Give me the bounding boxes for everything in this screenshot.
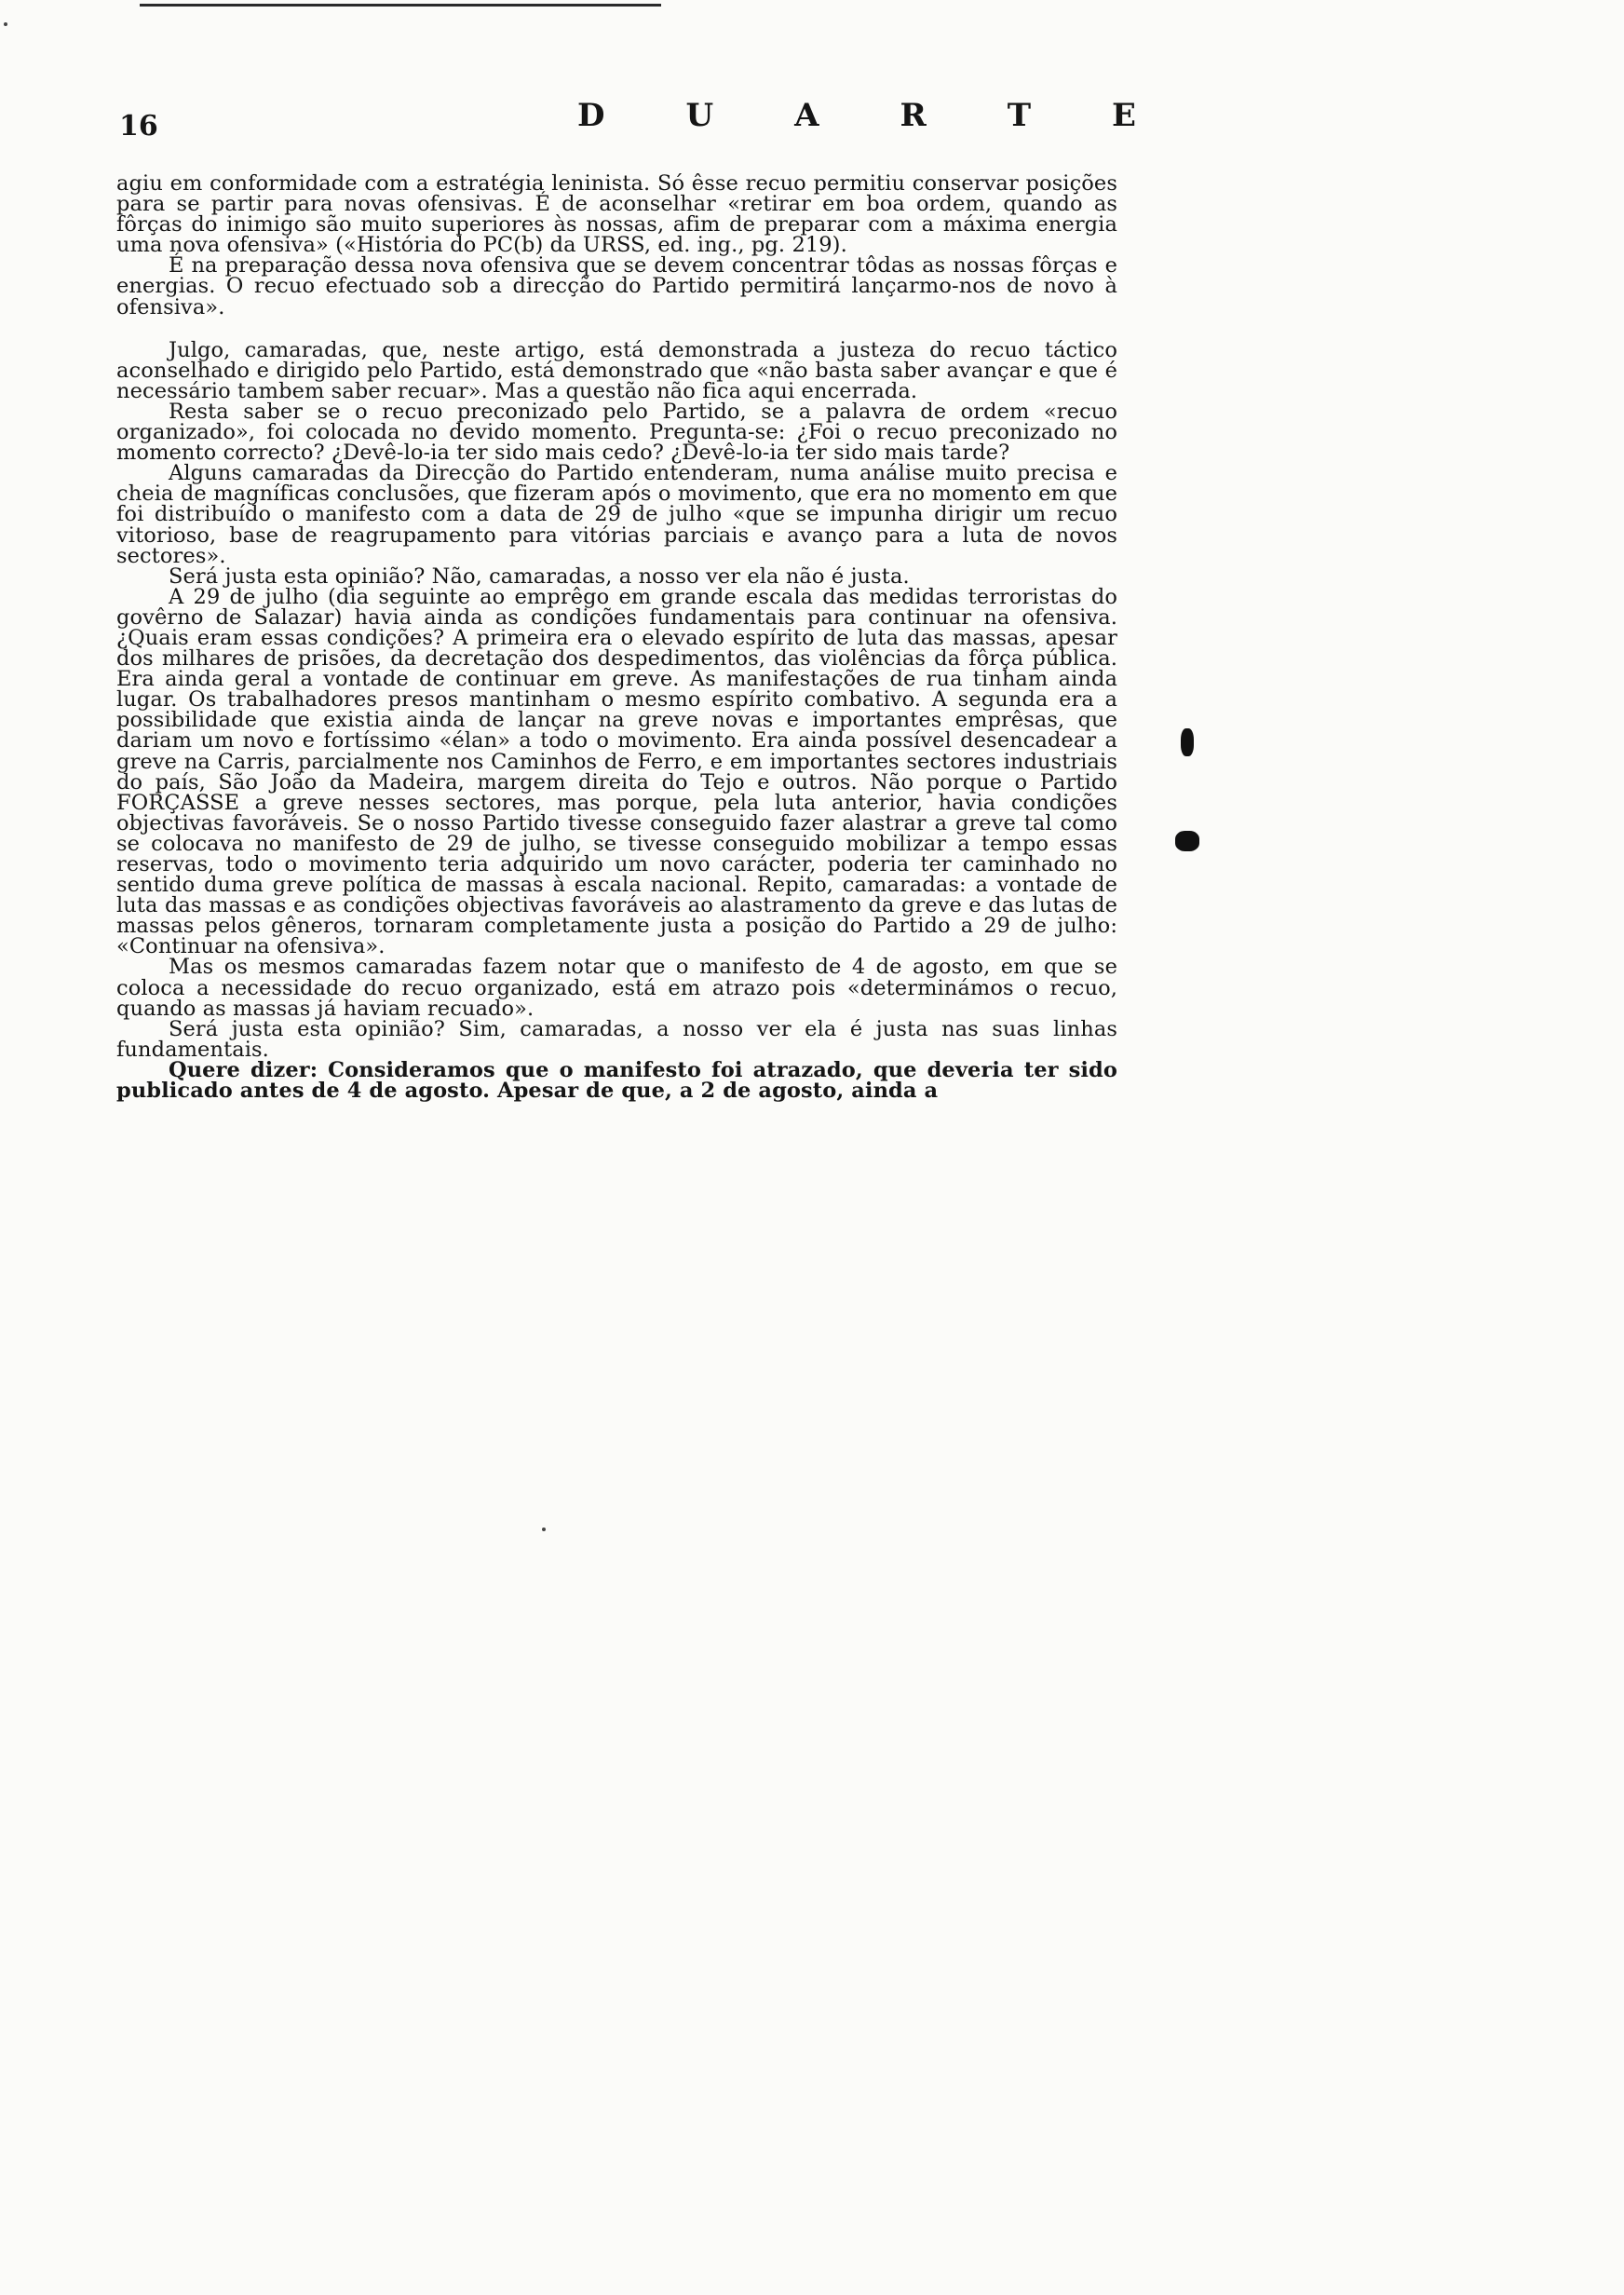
- running-title-letter: R: [900, 97, 927, 134]
- running-title-letter: A: [794, 97, 819, 134]
- running-title: [577, 97, 1136, 134]
- paragraph: Alguns camaradas da Direcção do Partido entenderam, numa análise muito precisa e cheia de magníficas conclusões, que fizeram após o movimento, que era no momento em que foi distribuído o manifesto com a data de 29 de julho «que se impunha dirigir um recuo vitorioso, base de reagrupamento para vitórias parciais e avanço para a luta de novos sectores».: [116, 461, 1117, 568]
- paragraph: agiu em conformidade com a estratégia leninista. Só êsse recuo permitiu conservar posições para se partir para novas ofensivas. É de aconselhar «retirar em boa ordem, quando as fôrças do inimigo são muito superiores às nossas, afim de preparar com a máxima energia uma nova ofensiva» («História do PC(b) da URSS, ed. ing., pg. 219).: [116, 171, 1117, 258]
- running-title-letter: E: [1112, 97, 1136, 134]
- page-number: 16: [119, 110, 158, 143]
- ink-blot: [1175, 831, 1199, 851]
- paragraph: Mas os mesmos camaradas fazem notar que o manifesto de 4 de agosto, em que se coloca a necessidade do recuo organizado, está em atrazo pois «determinámos o recuo, quando as massas já haviam recuado».: [116, 955, 1117, 1021]
- paragraph: Julgo, camaradas, que, neste artigo, está demonstrada a justeza do recuo táctico aconselhado e dirigido pelo Partido, está demonstrado que «não basta saber avançar e que é necessário tambem saber recuar». Mas a questão não fica aqui encerrada.: [116, 337, 1117, 403]
- top-rule: [140, 4, 661, 7]
- ink-speck: [542, 1528, 546, 1531]
- running-title-letter: U: [685, 97, 714, 134]
- ink-speck: [4, 22, 7, 26]
- paragraph: É na preparação dessa nova ofensiva que se devem concentrar tôdas as nossas fôrças e energias. O recuo efectuado sob a direcção do Partido permitirá lançarmo-nos de novo à ofensiva».: [116, 253, 1117, 319]
- paragraph: Será justa esta opinião? Sim, camaradas, a nosso ver ela é justa nas suas linhas fundamentais.: [116, 1016, 1117, 1062]
- paragraph: A 29 de julho (dia seguinte ao emprêgo em grande escala das medidas terroristas do govêrno de Salazar) havia ainda as condições fundamentais para continuar na ofensiva. ¿Quais eram essas condições? A primeira era o elevado espírito de luta das massas, apesar dos milhares de prisões, da decretação dos despedimentos, das violências da fôrça pública. Era ainda geral a vontade de continuar em greve. As manifestações de rua tinham ainda lugar. Os trabalhadores presos mantinham o mesmo espírito combativo. A segunda era a possibilidade que existia ainda de lançar na greve novas e importantes emprêsas, que dariam um novo e fortíssimo «élan» a todo o movimento. Era ainda possível desencadear a greve na Carris, parcialmente nos Caminhos de Ferro, e em importantes sectores industriais do país, São João da Madeira, margem direita do Tejo e outros. Não porque o Partido FORÇASSE a greve nesses sectores, mas porque, pela luta anterior, havia condições objectivas favoráveis. Se o nosso Partido tivesse conseguido fazer alastrar a greve tal como se colocava no manifesto de 29 de julho, se tivesse conseguido mobilizar a tempo essas reservas, todo o movimento teria adquirido um novo carácter, poderia ter caminhado no sentido duma greve política de massas à escala nacional. Repito, camaradas: a vontade de luta das massas e as condições objectivas favoráveis ao alastramento da greve e das lutas de massas pelos gêneros, tornaram completamente justa a posição do Partido a 29 de julho: «Continuar na ofensiva».: [116, 584, 1117, 959]
- paragraph: Quere dizer: Consideramos que o manifesto foi atrazado, que deveria ter sido publicado antes de 4 de agosto. Apesar de que, a 2 de agosto, ainda a: [116, 1057, 1117, 1104]
- body-text: [116, 171, 1117, 1104]
- running-title-letter: D: [577, 97, 605, 134]
- paragraph: Será justa esta opinião? Não, camaradas, a nosso ver ela não é justa.: [169, 564, 910, 589]
- ink-blot: [1181, 728, 1194, 756]
- running-title-letter: T: [1007, 97, 1032, 134]
- paragraph: Resta saber se o recuo preconizado pelo Partido, se a palavra de ordem «recuo organizado», foi colocada no devido momento. Pregunta-se: ¿Foi o recuo preconizado no momento correcto? ¿Devê-lo-ia ter sido mais cedo? ¿Devê-lo-ia ter sido mais tarde?: [116, 399, 1117, 466]
